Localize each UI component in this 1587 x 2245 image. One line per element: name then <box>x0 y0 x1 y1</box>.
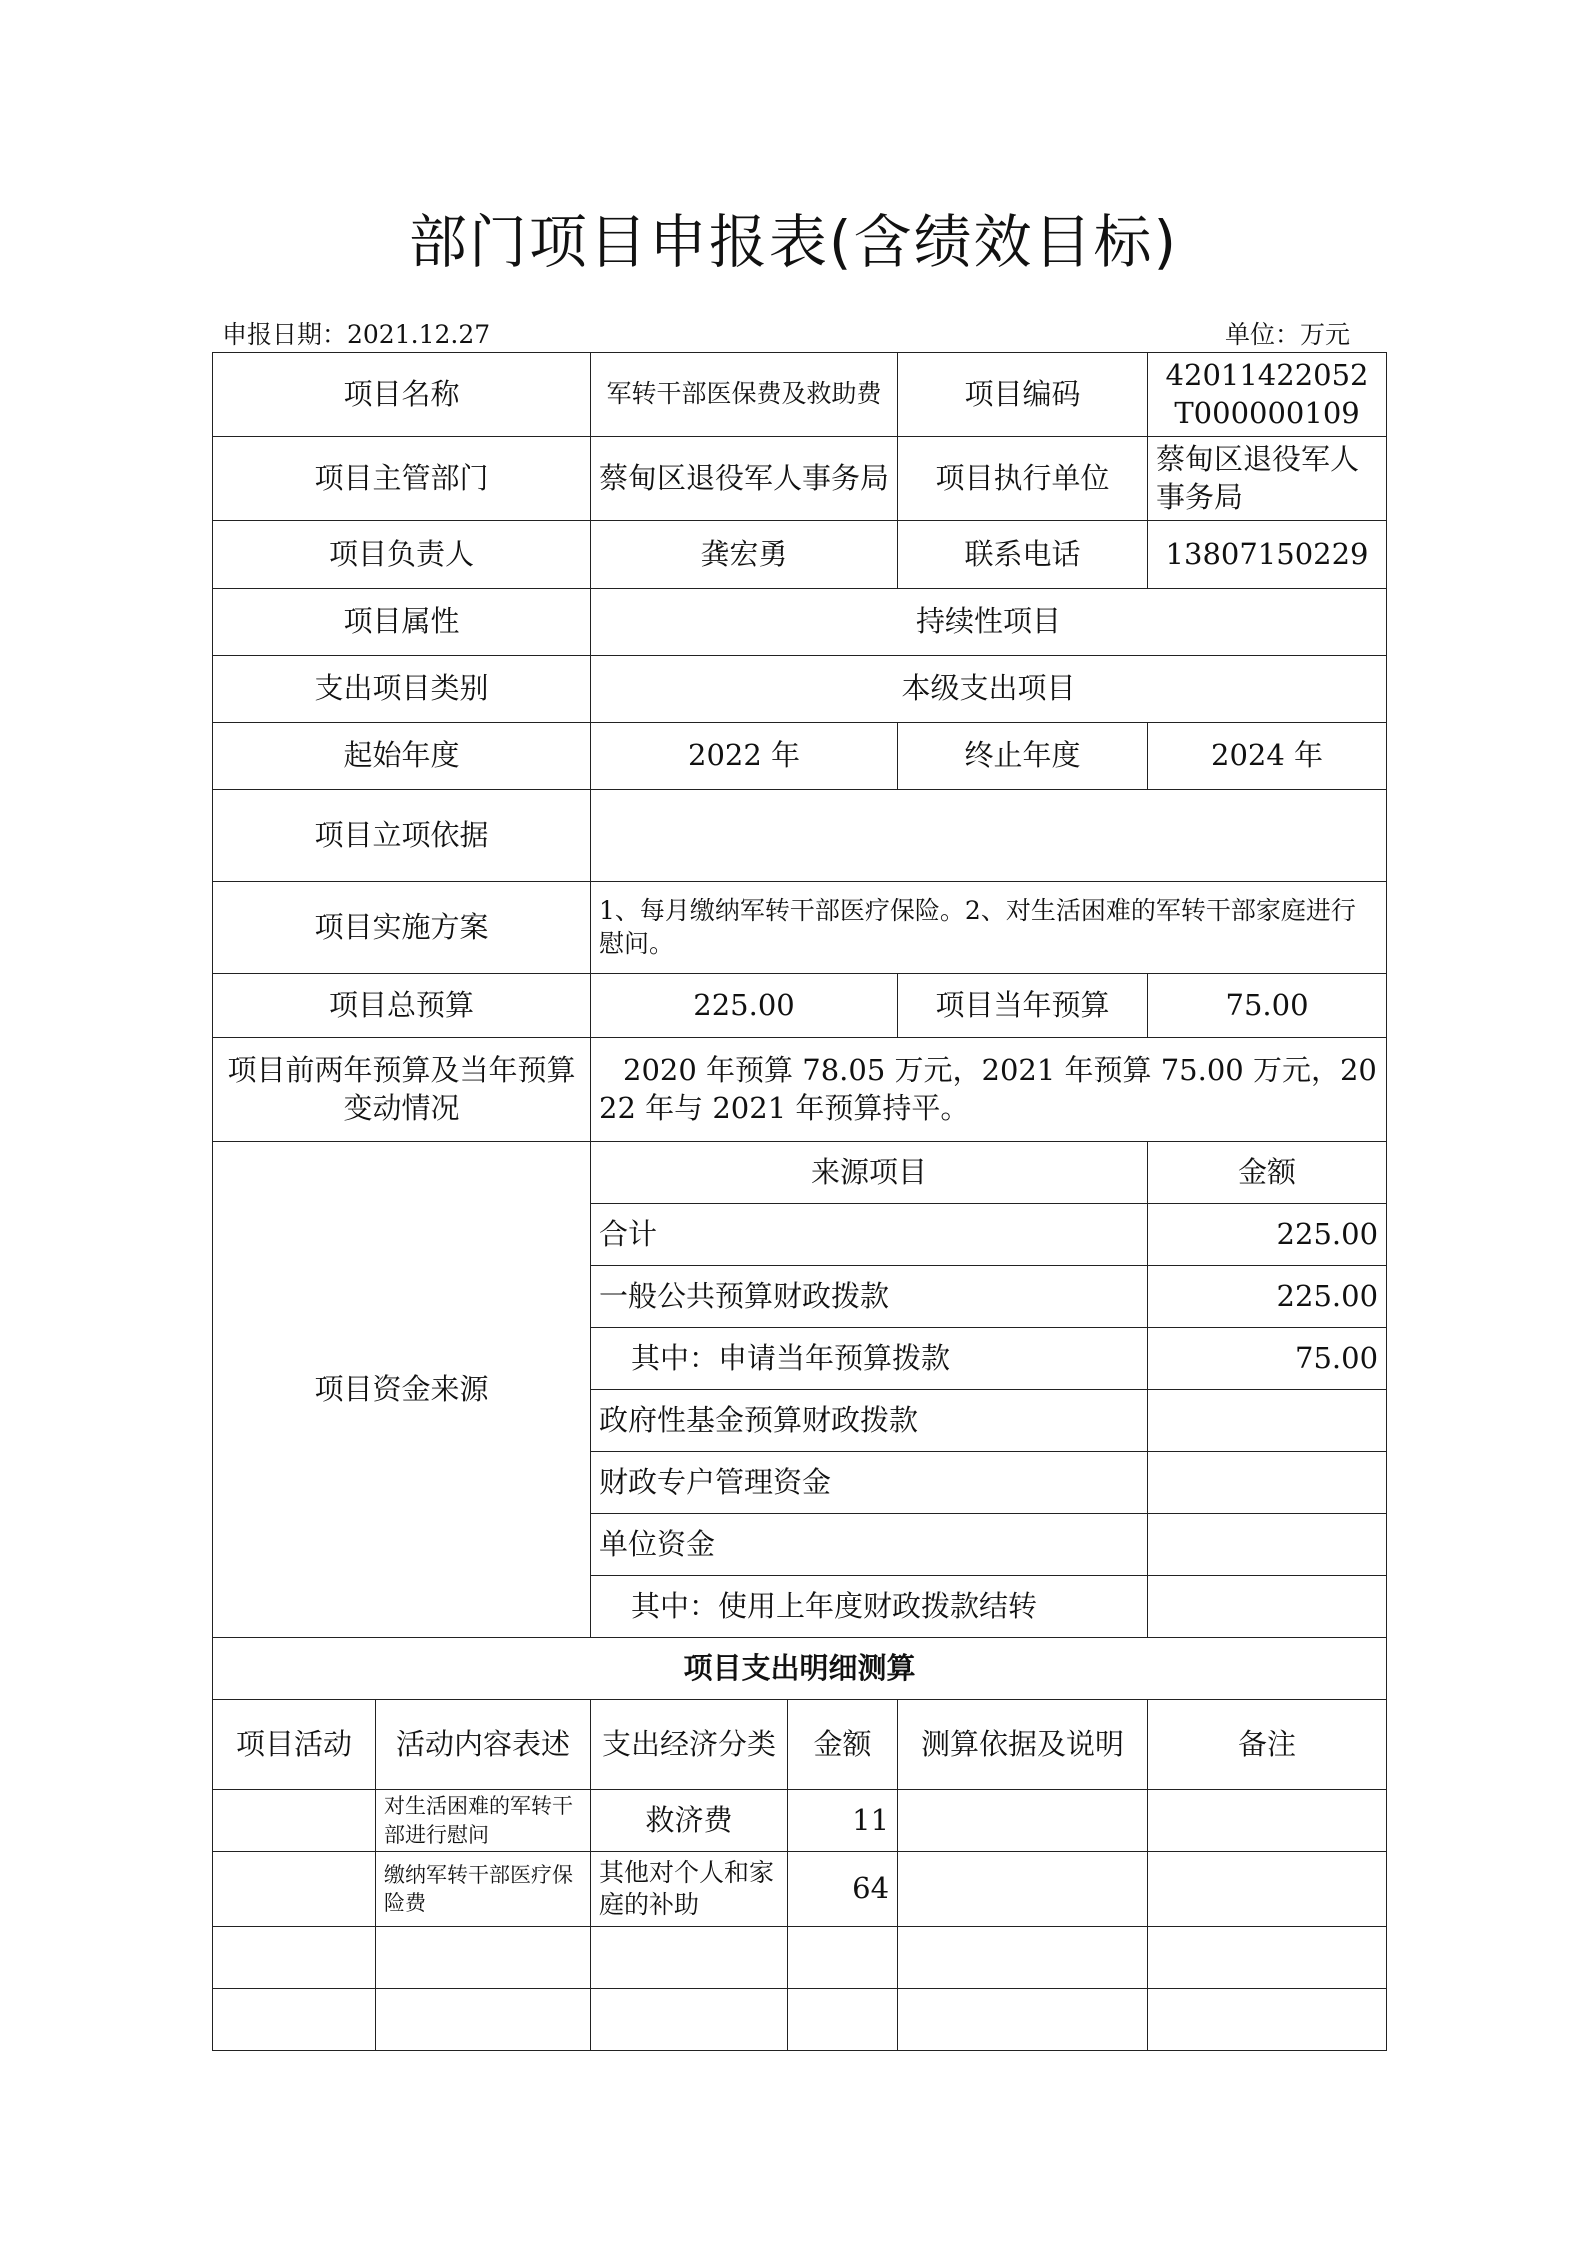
detail-basis <box>898 1989 1148 2051</box>
start-label: 起始年度 <box>213 723 591 790</box>
basis-value <box>591 790 1387 882</box>
code-value: 42011422052T000000109 <box>1148 353 1387 437</box>
detail-content: 缴纳军转干部医疗保险费 <box>376 1852 591 1927</box>
row-leader <box>213 521 1387 589</box>
detail-econ: 其他对个人和家庭的补助 <box>591 1852 788 1927</box>
detail-activity <box>213 1790 376 1852</box>
row-category <box>213 656 1387 723</box>
funding-item-name: 一般公共预算财政拨款 <box>591 1266 1148 1328</box>
exec-value: 蔡甸区退役军人事务局 <box>1148 437 1387 521</box>
detail-activity <box>213 1989 376 2051</box>
category-label: 支出项目类别 <box>213 656 591 723</box>
funding-item-amount <box>1148 1514 1387 1576</box>
detail-header-note: 备注 <box>1148 1700 1387 1790</box>
row-budget <box>213 974 1387 1038</box>
funding-item-name: 财政专户管理资金 <box>591 1452 1148 1514</box>
detail-section-title: 项目支出明细测算 <box>213 1638 1387 1700</box>
funding-item-amount: 75.00 <box>1148 1328 1387 1390</box>
plan-value: 1、每月缴纳军转干部医疗保险。2、对生活困难的军转干部家庭进行慰问。 <box>591 882 1387 974</box>
detail-note <box>1148 1852 1387 1927</box>
dept-label: 项目主管部门 <box>213 437 591 521</box>
funding-item-amount <box>1148 1452 1387 1514</box>
project-form-table <box>212 352 1387 2051</box>
detail-econ <box>591 1989 788 2051</box>
funding-item-amount: 225.00 <box>1148 1266 1387 1328</box>
detail-row <box>213 1852 1387 1927</box>
funding-item-amount <box>1148 1390 1387 1452</box>
row-change <box>213 1038 1387 1142</box>
funding-col-source: 来源项目 <box>591 1142 1148 1204</box>
attr-label: 项目属性 <box>213 589 591 656</box>
row-basis <box>213 790 1387 882</box>
code-label: 项目编码 <box>898 353 1148 437</box>
name-value: 军转干部医保费及救助费 <box>591 353 898 437</box>
detail-amount: 11 <box>788 1790 898 1852</box>
funding-item-name: 其中：使用上年度财政拨款结转 <box>591 1576 1148 1638</box>
detail-content: 对生活困难的军转干部进行慰问 <box>376 1790 591 1852</box>
end-value: 2024 年 <box>1148 723 1387 790</box>
attr-value: 持续性项目 <box>591 589 1387 656</box>
funding-item-amount <box>1148 1576 1387 1638</box>
declare-date: 申报日期：2021.12.27 <box>222 320 491 349</box>
row-dept <box>213 437 1387 521</box>
detail-note <box>1148 1790 1387 1852</box>
funding-header-row <box>213 1142 1387 1204</box>
unit-label: 单位：万元 <box>1224 320 1350 349</box>
detail-econ: 救济费 <box>591 1790 788 1852</box>
funding-item-name: 单位资金 <box>591 1514 1148 1576</box>
start-value: 2022 年 <box>591 723 898 790</box>
detail-activity <box>213 1927 376 1989</box>
phone-label: 联系电话 <box>898 521 1148 589</box>
detail-note <box>1148 1989 1387 2051</box>
detail-row <box>213 1790 1387 1852</box>
basis-label: 项目立项依据 <box>213 790 591 882</box>
detail-header-basis: 测算依据及说明 <box>898 1700 1148 1790</box>
funding-label: 项目资金来源 <box>213 1142 591 1638</box>
detail-content <box>376 1927 591 1989</box>
detail-header-activity: 项目活动 <box>213 1700 376 1790</box>
detail-note <box>1148 1927 1387 1989</box>
detail-basis <box>898 1852 1148 1927</box>
dept-value: 蔡甸区退役军人事务局 <box>591 437 898 521</box>
funding-item-name: 其中：申请当年预算拨款 <box>591 1328 1148 1390</box>
detail-row <box>213 1927 1387 1989</box>
detail-basis <box>898 1790 1148 1852</box>
funding-item-name: 政府性基金预算财政拨款 <box>591 1390 1148 1452</box>
name-label: 项目名称 <box>213 353 591 437</box>
change-label: 项目前两年预算及当年预算变动情况 <box>213 1038 591 1142</box>
exec-label: 项目执行单位 <box>898 437 1148 521</box>
detail-basis <box>898 1927 1148 1989</box>
detail-amount <box>788 1927 898 1989</box>
detail-row <box>213 1989 1387 2051</box>
detail-header-row <box>213 1700 1387 1790</box>
funding-item-amount: 225.00 <box>1148 1204 1387 1266</box>
funding-col-amount: 金额 <box>1148 1142 1387 1204</box>
detail-header-amount: 金额 <box>788 1700 898 1790</box>
total-label: 项目总预算 <box>213 974 591 1038</box>
end-label: 终止年度 <box>898 723 1148 790</box>
detail-amount: 64 <box>788 1852 898 1927</box>
current-value: 75.00 <box>1148 974 1387 1038</box>
detail-header-content: 活动内容表述 <box>376 1700 591 1790</box>
current-label: 项目当年预算 <box>898 974 1148 1038</box>
row-name <box>213 353 1387 437</box>
detail-section-row <box>213 1638 1387 1700</box>
detail-content <box>376 1989 591 2051</box>
phone-value: 13807150229 <box>1148 521 1387 589</box>
change-value: 2020 年预算 78.05 万元，2021 年预算 75.00 万元，2022 年与 2021 年预算持平。 <box>591 1038 1387 1142</box>
leader-value: 龚宏勇 <box>591 521 898 589</box>
category-value: 本级支出项目 <box>591 656 1387 723</box>
detail-header-econ: 支出经济分类 <box>591 1700 788 1790</box>
detail-activity <box>213 1852 376 1927</box>
row-plan <box>213 882 1387 974</box>
leader-label: 项目负责人 <box>213 521 591 589</box>
funding-item-name: 合计 <box>591 1204 1148 1266</box>
detail-econ <box>591 1927 788 1989</box>
total-value: 225.00 <box>591 974 898 1038</box>
plan-label: 项目实施方案 <box>213 882 591 974</box>
row-attr <box>213 589 1387 656</box>
row-years <box>213 723 1387 790</box>
detail-amount <box>788 1989 898 2051</box>
page-title: 部门项目申报表(含绩效目标) <box>408 208 1179 276</box>
